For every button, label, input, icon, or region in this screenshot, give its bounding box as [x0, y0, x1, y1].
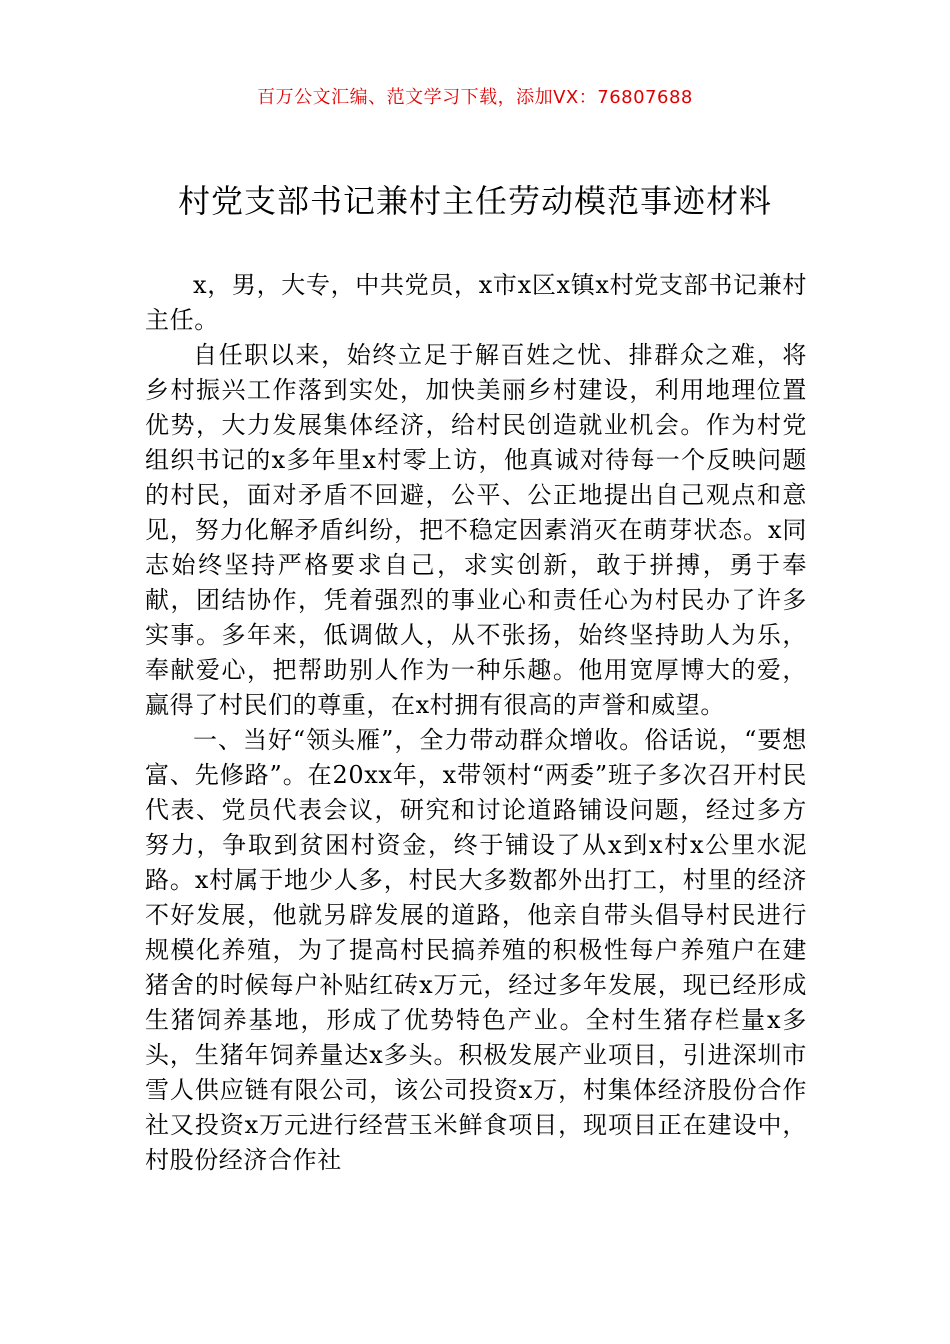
- document-body: [145, 268, 807, 1178]
- document-title: 村党支部书记兼村主任劳动模范事迹材料: [177, 182, 772, 220]
- header-download-note: 百万公文汇编、范文学习下载，添加VX：76807688: [257, 87, 693, 108]
- paragraph-section-one: 一、当好“领头雁”，全力带动群众增收。俗话说，“要想富、先修路”。在20xx年，x带领村“两委”班子多次召开村民代表、党员代表会议，研究和讨论道路铺设问题，经过多方努力，争取到贫困村资金，终于铺设了从x到x村x公里水泥路。x村属于地少人多，村民大多数都外出打工，村里的经济不好发展，他就另辟发展的道路，他亲自带头倡导村民进行规模化养殖，为了提高村民搞养殖的积极性每户养殖户在建猪舍的时候每户补贴红砖x万元，经过多年发展，现已经形成生猪饲养基地，形成了优势特色产业。全村生猪存栏量x多头，生猪年饲养量达x多头。积极发展产业项目，引进深圳市雪人供应链有限公司，该公司投资x万，村集体经济股份合作社又投资x万元进行经营玉米鲜食项目，现项目正在建设中，村股份经济合作社: [145, 726, 807, 1174]
- paragraph-intro: x，男，大专，中共党员，x市x区x镇x村党支部书记兼村主任。: [145, 271, 807, 334]
- paragraph-summary: 自任职以来，始终立足于解百姓之忧、排群众之难，将乡村振兴工作落到实处，加快美丽乡村建设，利用地理位置优势，大力发展集体经济，给村民创造就业机会。作为村党组织书记的x多年里x村零上访，他真诚对待每一个反映问题的村民，面对矛盾不回避，公平、公正地提出自己观点和意见，努力化解矛盾纠纷，把不稳定因素消灭在萌芽状态。x同志始终坚持严格要求自己，求实创新，敢于拼搏，勇于奉献，团结协作，凭着强烈的事业心和责任心为村民办了许多实事。多年来，低调做人，从不张扬，始终坚持助人为乐，奉献爱心，把帮助别人作为一种乐趣。他用宽厚博大的爱，赢得了村民们的尊重，在x村拥有很高的声誉和威望。: [145, 341, 807, 719]
